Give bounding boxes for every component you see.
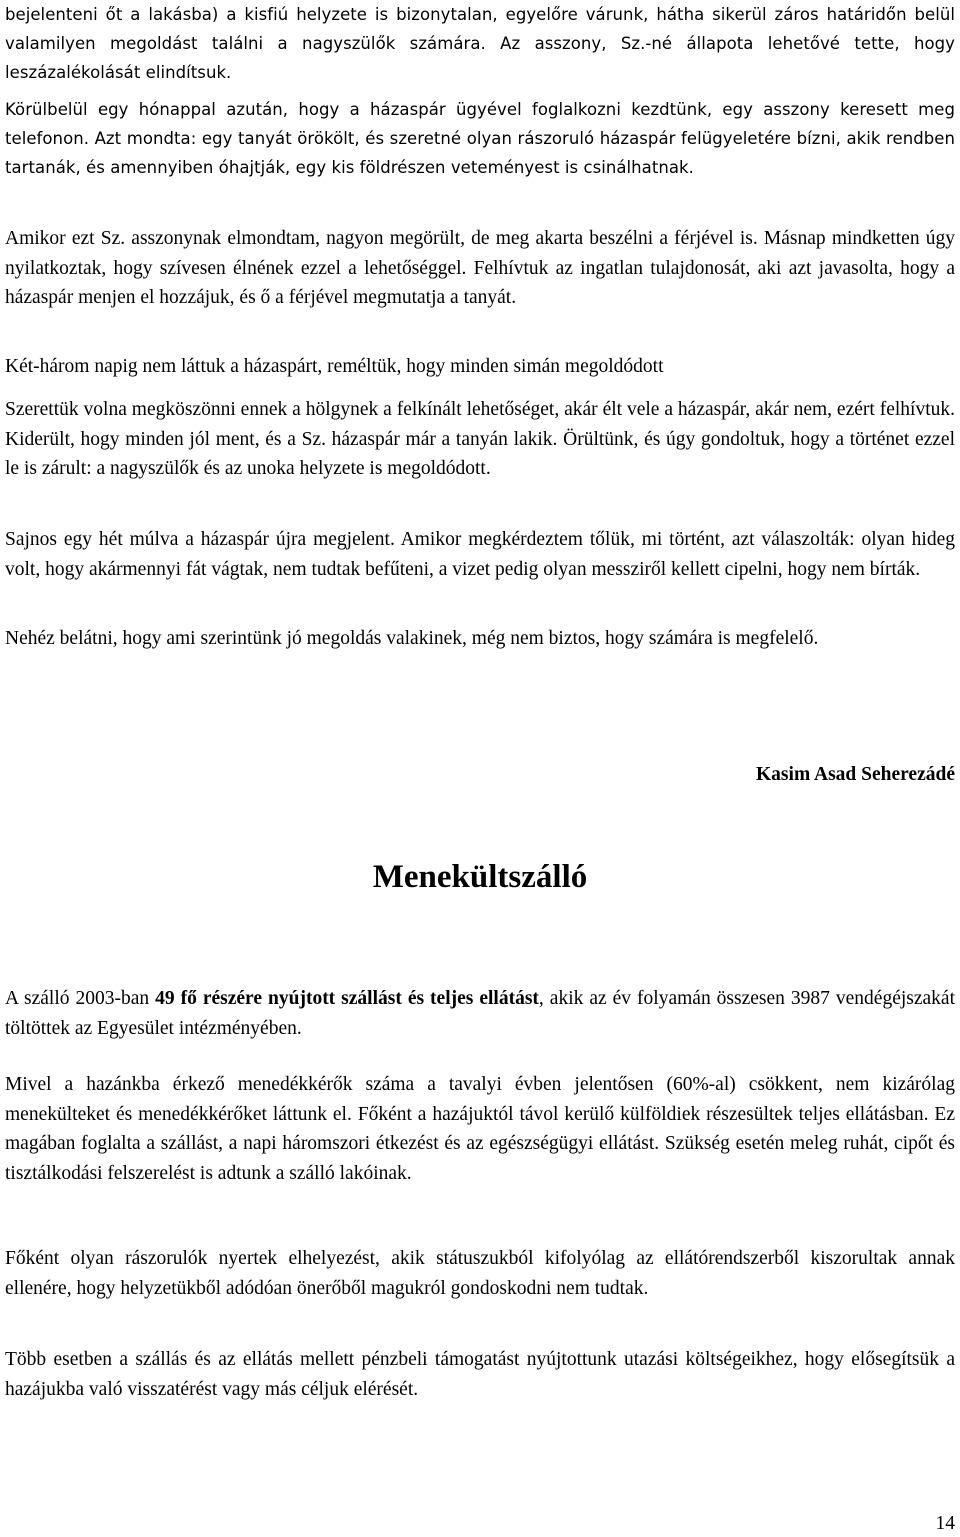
section-title: Menekültszálló [372,859,588,895]
paragraph-told-mrs-sz: Amikor ezt Sz. asszonynak elmondtam, nagyon megörült, de meg akarta beszélni a férjével is. Másnap mindketten úgy nyilatkoztak, hogy szívesen élnének ezzel a lehetőséggel. Felhívtuk az ingatlan tulajdonosát, aki azt javasolta, hogy a házaspár menjen el hozzájuk, és ő a férjével megmutatja a tanyát. [5,228,955,308]
shelter-stats-text-end: , akik az év folyamán összesen 3987 vendégéjszakát töltöttek az Egyesület intézményében. [5,988,956,1039]
paragraph-couple-returned: Sajnos egy hét múlva a házaspár újra megjelent. Amikor megkérdeztem tőlük, mi történt, azt válaszolták: olyan hideg volt, hogy akármennyi fát vágtak, nem tudtak befűteni, a vizet pedig olyan messziről kellett cipelni, hogy nem bírták. [5,529,955,580]
paragraph-continued: bejelenteni őt a lakásba) a kisfiú helyzete is bizonytalan, egyelőre várunk, hátha sikerül záros határidőn belül valamilyen megoldást találni a nagyszülők számára. Az asszony, Sz.-né állapota lehetővé tette, hogy leszázalékolását elindítsuk. [5,5,955,82]
paragraph-financial-support: Több esetben a szállás és az ellátás mellett pénzbeli támogatást nyújtottunk utazási költségeikhez, hogy elősegítsük a hazájukba való visszatérést vagy más céljuk elérését. [5,1349,955,1400]
author-name: Kasim Asad Seherezádé [756,764,955,785]
paragraph-phone-call: Körülbelül egy hónappal azután, hogy a házaspár ügyével foglalkozni kezdtünk, egy asszony keresett meg telefonon. Azt mondta: egy tanyát örökölt, és szeretné olyan rászoruló házaspár felügyeletére bízni, akik rendben tartanák, és amennyiben óhajtják, egy kis földrészen veteményest is csinálhatnak. [5,100,955,177]
paragraph-asylum-decrease: Mivel a hazánkba érkező menedékkérők száma a tavalyi évben jelentősen (60%-al) csökkent, nem kizárólag menekülteket és menedékkérőket láttunk el. Főként a hazájuktól távol kerülő külföldiek részesültek teljes ellátásban. Ez magában foglalta a szállást, a napi háromszori étkezést és az egészségügyi ellátást. Szükség esetén meleg ruhát, cipőt és tisztálkodási felszerelést is adtunk a szálló lakóinak. [5,1074,955,1184]
page-number: 14 [935,1513,955,1534]
shelter-stats-highlight: 49 fő részére nyújtott szállást és teljes ellátást [155,988,539,1009]
paragraph-thank-lady: Szerettük volna megköszönni ennek a hölgynek a felkínált lehetőséget, akár élt vele a házaspár, akár nem, ezért felhívtuk. Kiderült, hogy minden jól ment, és a Sz. házaspár már a tanyán lakik. Örültünk, és úgy gondoltuk, hogy a történet ezzel le is zárult: a nagyszülők és az unoka helyzete is megoldódott. [5,399,955,479]
paragraph-placement: Főként olyan rászorulók nyertek elhelyezést, akik státuszukból kifolyólag az ellátórendszerből kiszorultak annak ellenére, hogy helyzetükből adódóan önerőből magukról gondoskodni nem tudtak. [5,1248,955,1299]
paragraph-days-passed: Két-három napig nem láttuk a házaspárt, reméltük, hogy minden simán megoldódott [5,356,664,377]
paragraph-hard-to-see: Nehéz belátni, hogy ami szerintünk jó megoldás valakinek, még nem biztos, hogy számára is megfelelő. [5,628,819,649]
paragraph-shelter-stats [5,984,955,1043]
shelter-stats-text-start: A szálló 2003-ban [5,988,156,1009]
